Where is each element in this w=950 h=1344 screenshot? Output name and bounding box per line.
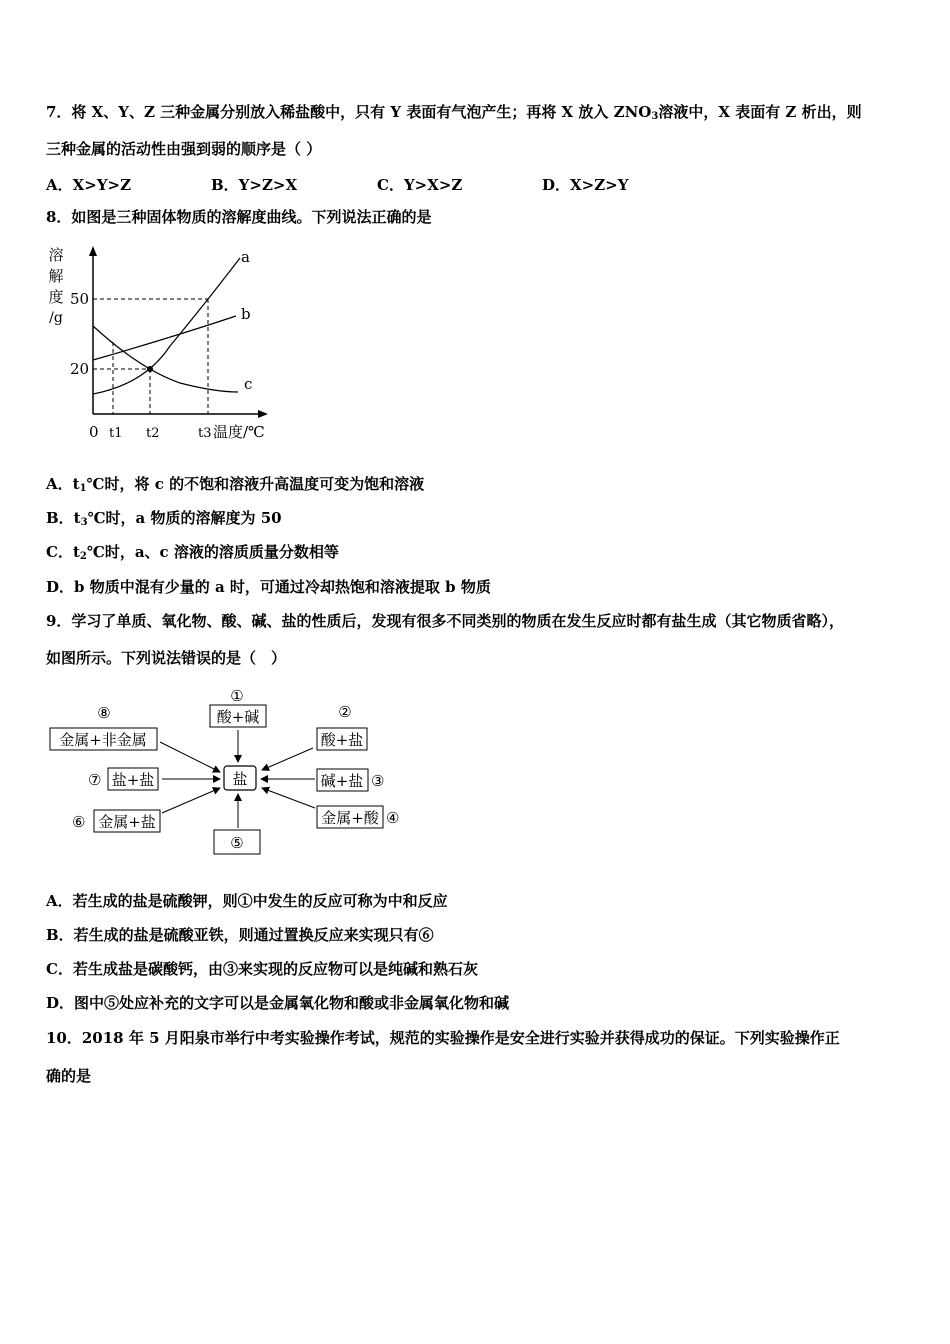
arrow-8 [160,742,220,772]
q8-option-d: D．b 物质中混有少量的 a 时，可通过冷却热饱和溶液提取 b 物质 [46,578,491,596]
q7-option-b: B．Y>Z>X [211,176,298,194]
box-7-text: 盐+盐 [111,771,155,789]
label-1: ① [230,687,244,705]
chart-y-arrow [89,246,97,256]
curve-c [93,326,238,392]
q7-option-d: D．X>Z>Y [542,176,629,194]
q10-stem-line2: 确的是 [46,1067,92,1085]
q9-stem-line2: 如图所示。下列说法错误的是（ ） [46,649,287,667]
arrow-2 [262,748,313,770]
y-tick-50: 50 [70,290,90,308]
q7-option-a: A．X>Y>Z [46,176,132,194]
series-label-b: b [241,305,251,323]
box-3-text: 碱+盐 [320,772,364,790]
curve-a [93,258,240,394]
box-8-text: 金属+非金属 [59,731,147,749]
box-6-text: 金属+盐 [98,813,156,831]
label-3: ③ [371,772,385,790]
y-tick-20: 20 [70,360,90,378]
q9-option-b: B．若生成的盐是硫酸亚铁，则通过置换反应来实现只有⑥ [46,926,434,944]
box-2-text: 酸+盐 [320,731,364,749]
box-1-text: 酸+碱 [216,708,260,726]
q9-option-c: C．若生成盐是碳酸钙，由③来实现的反应物可以是纯碱和熟石灰 [46,960,478,978]
salt-diagram [40,680,420,865]
box-4-text: 金属+酸 [321,809,379,827]
q7-option-c: C．Y>X>Z [377,176,463,194]
q9-option-a: A．若生成的盐是硫酸钾，则①中发生的反应可称为中和反应 [46,892,448,910]
label-7: ⑦ [88,771,102,789]
x-tick-t2: t2 [146,426,160,441]
series-label-a: a [241,248,250,266]
origin-label: 0 [89,423,99,441]
x-tick-t3: t3 [198,426,212,441]
arrow-6 [162,788,220,813]
q8-option-b: B．$t_3℃$时，a 物质的溶解度为 50 [46,509,282,528]
q10-stem-line1: 10．2018 年 5 月阳泉市举行中考实验操作考试，规范的实验操作是安全进行实验并获得成功的保证。下列实验操作正 [46,1029,840,1047]
q8-option-c: C．$t_2℃$时，a、c 溶液的溶质质量分数相等 [46,543,339,562]
chart-ylabel-char: 溶 [48,246,64,264]
label-6: ⑥ [72,813,86,831]
chart-x-arrow [258,410,268,418]
q7-stem-line1: 7．将 X、Y、Z 三种金属分别放入稀盐酸中，只有 Y 表面有气泡产生；再将 X 放入 $ZNO_3$溶液中，X 表面有 Z 析出，则 [46,103,862,122]
chart-ylabel-char: 度 [48,288,64,306]
x-axis-label: 温度/℃ [213,423,265,441]
center-salt-label: 盐 [232,770,248,788]
label-8: ⑧ [97,704,111,722]
q9-stem-line1: 9．学习了单质、氧化物、酸、碱、盐的性质后，发现有很多不同类别的物质在发生反应时都有盐生成（其它物质省略）， [46,612,844,630]
label-5: ⑤ [230,834,244,852]
q8-stem: 8．如图是三种固体物质的溶解度曲线。下列说法正确的是 [46,208,432,226]
chart-ylabel-char: /g [49,310,63,326]
label-4: ④ [386,809,400,827]
solubility-chart [40,238,280,450]
q8-option-a: A．$t_1℃$时，将 c 的不饱和溶液升高温度可变为饱和溶液 [46,475,425,494]
intersection-point [147,366,153,372]
q9-option-d: D．图中⑤处应补充的文字可以是金属氧化物和酸或非金属氧化物和碱 [46,994,510,1012]
arrow-4 [262,788,315,808]
chart-ylabel-char: 解 [48,267,64,285]
series-label-c: c [244,375,253,393]
q7-stem-line2: 三种金属的活动性由强到弱的顺序是（ ） [46,140,322,158]
label-2: ② [338,703,352,721]
x-tick-t1: t1 [109,426,123,441]
